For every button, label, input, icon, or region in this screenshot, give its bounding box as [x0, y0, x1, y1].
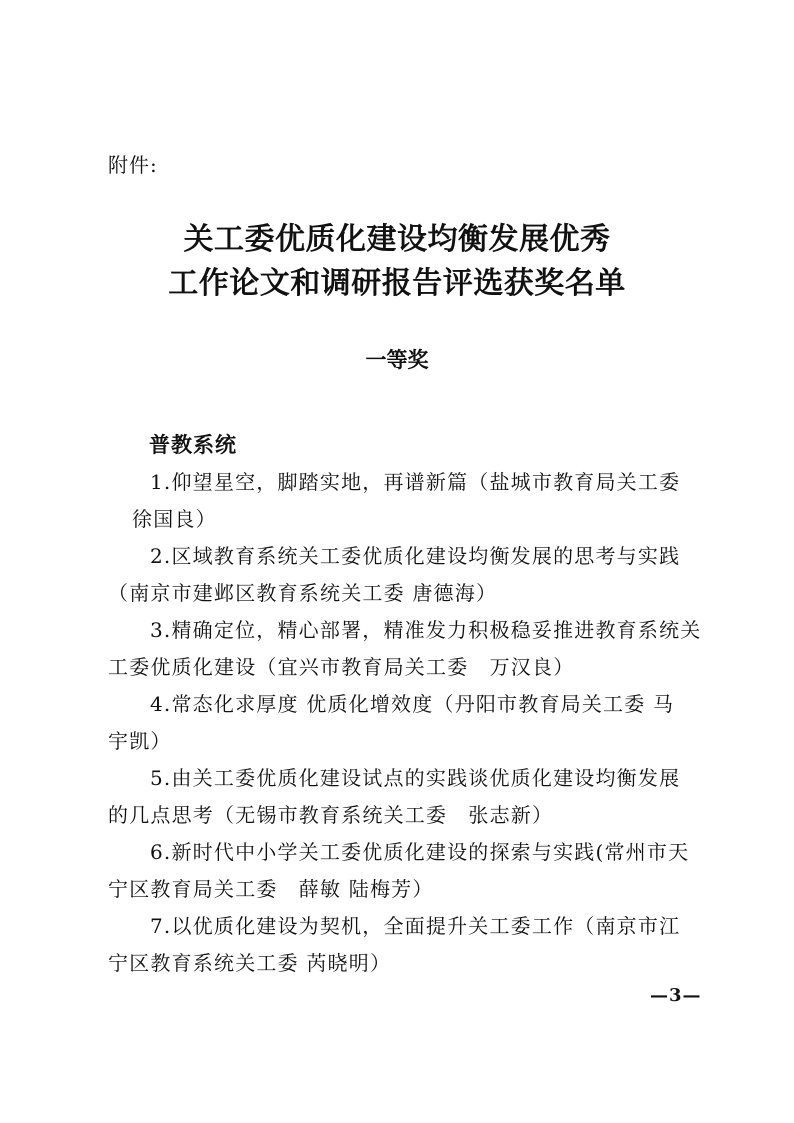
entry-line: 7.以优质化建设为契机，全面提升关工委工作（南京市江: [150, 914, 681, 938]
award-entry: [108, 760, 698, 834]
category-heading: 普教系统: [149, 432, 237, 457]
title-line-2: 工作论文和调研报告评选获奖名单: [168, 266, 626, 301]
entry-line: 5.由关工委优质化建设试点的实践谈优质化建设均衡发展: [150, 766, 681, 790]
entry-line: 3.精确定位，精心部署，精准发力积极稳妥推进教育系统关: [150, 618, 702, 642]
entry-line: 徐国良）: [132, 507, 217, 531]
award-entry: [108, 686, 698, 760]
entry-line: 1.仰望星空，脚踏实地，再谱新篇（盐城市教育局关工委: [150, 470, 681, 494]
entry-line: 宇凯）: [108, 729, 172, 753]
entry-line: 宁区教育局关工委 薛敏 陆梅芳）: [108, 877, 434, 901]
award-entry: [108, 908, 698, 982]
entry-line: （南京市建邺区教育系统关工委 唐德海）: [108, 581, 498, 605]
award-level-heading: 一等奖: [365, 347, 429, 372]
attachment-label: 附件:: [108, 153, 158, 177]
document-title: [0, 218, 794, 306]
entry-line: 4.常态化求厚度 优质化增效度（丹阳市教育局关工委 马: [150, 692, 675, 716]
award-entry-list: [108, 464, 702, 982]
entry-line: 2.区域教育系统关工委优质化建设均衡发展的思考与实践: [150, 544, 681, 568]
award-entry: [108, 612, 702, 686]
entry-line: 工委优质化建设（宜兴市教育局关工委 万汉良）: [108, 655, 575, 679]
page-number: —3—: [650, 985, 702, 1006]
entry-line: 6.新时代中小学关工委优质化建设的探索与实践(常州市天: [150, 840, 690, 864]
award-entry: [108, 538, 698, 612]
entry-line: 宁区教育系统关工委 芮晓明）: [108, 951, 392, 975]
award-entry: [108, 834, 698, 908]
award-entry: [108, 464, 698, 538]
title-line-1: 关工委优质化建设均衡发展优秀: [183, 222, 611, 257]
entry-line: 的几点思考（无锡市教育系统关工委 张志新）: [108, 803, 554, 827]
